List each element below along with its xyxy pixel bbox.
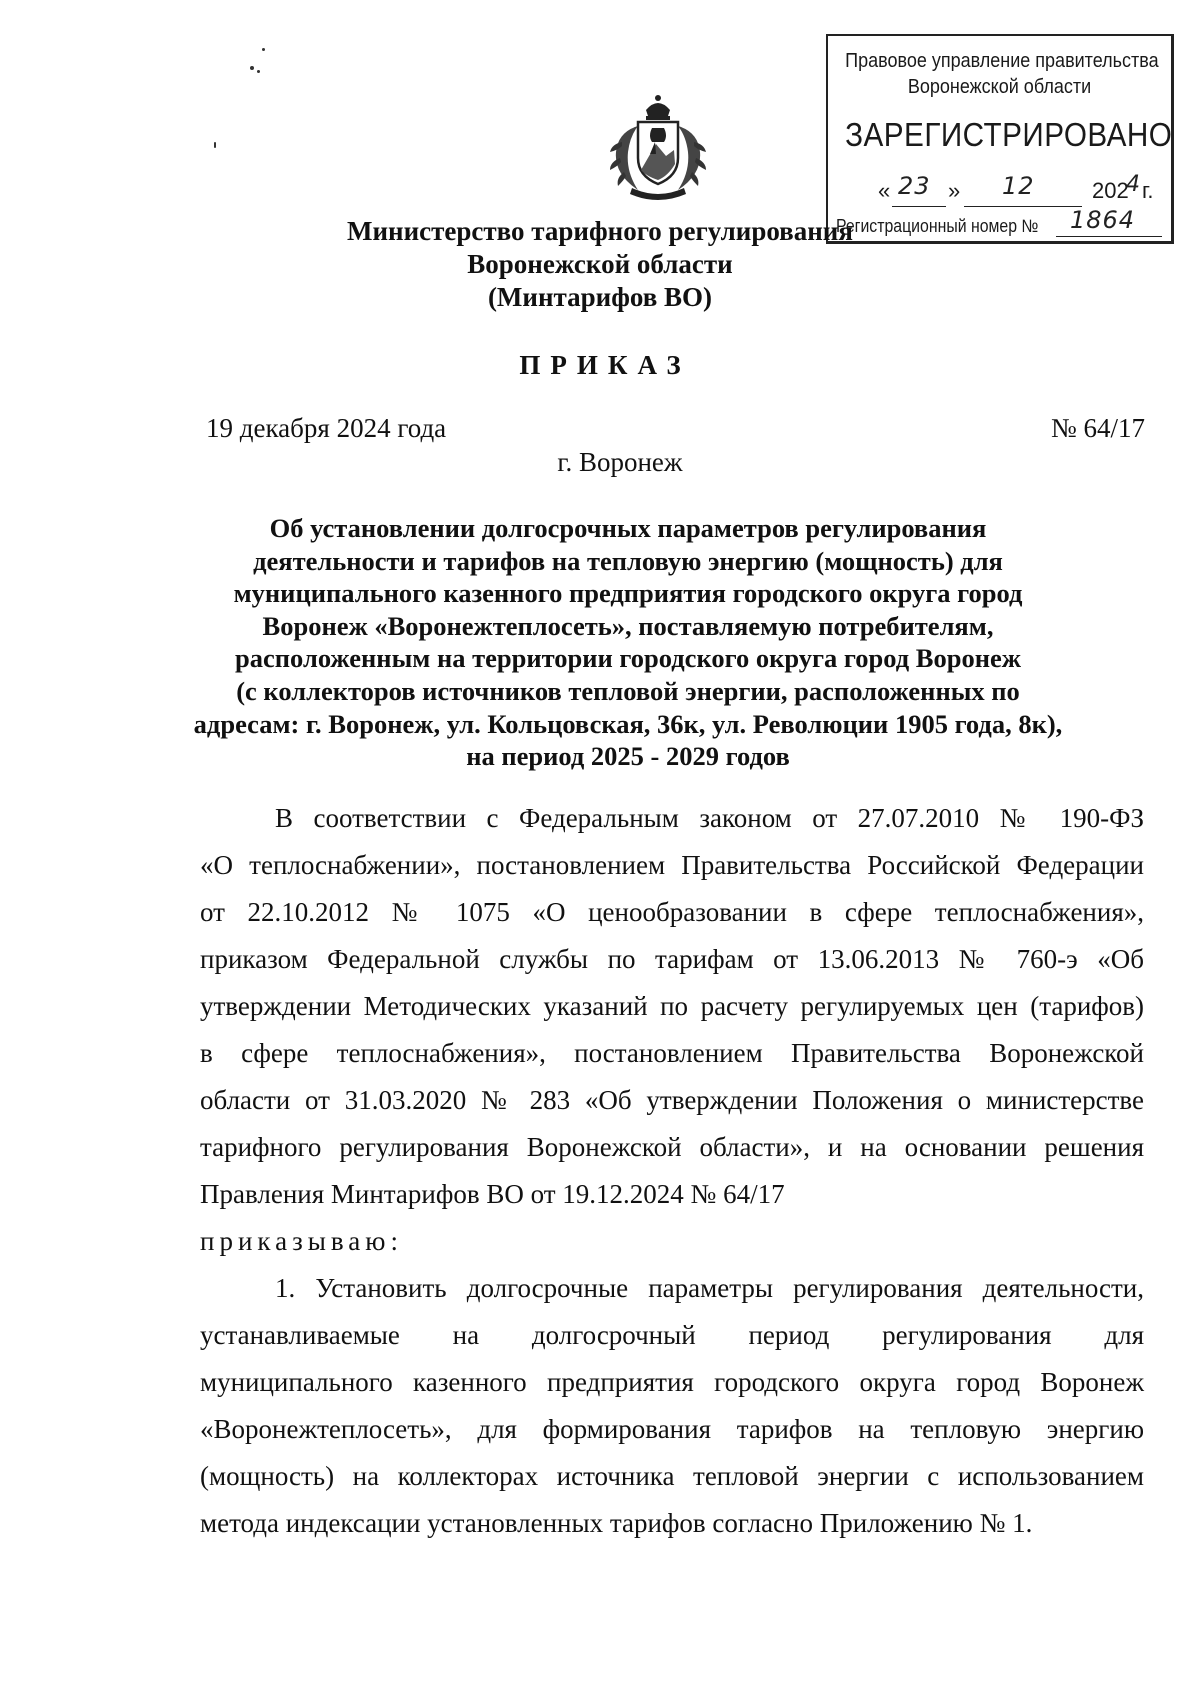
scan-speck: [257, 70, 260, 73]
stamp-year-prefix: 202: [1092, 178, 1129, 203]
subject-line: муниципального казенного предприятия городского округа город: [233, 578, 1023, 609]
subject-line: расположенным на территории городского округа город Воронеж: [235, 643, 1021, 674]
ministry-line3: (Минтарифов ВО): [487, 282, 713, 312]
item1-line: устанавливаемые на долгосрочный период регулирования для: [200, 1320, 1144, 1350]
preamble-line: приказом Федеральной службы по тарифам от 13.06.2013 № 760-э «Об: [200, 944, 1144, 974]
order-subject: [190, 512, 1066, 773]
subject-line: Воронеж «Воронежтеплосеть», поставляемую потребителям,: [262, 610, 994, 641]
preamble-line: Правления Минтарифов ВО от 19.12.2024 № 64/17: [200, 1179, 785, 1209]
preamble-line: области от 31.03.2020 № 283 «Об утверждении Положения о министерстве: [200, 1085, 1144, 1115]
ministry-line2: Воронежской области: [467, 249, 733, 279]
subject-line: адресам: г. Воронеж, ул. Кольцовская, 36к, ул. Революции 1905 года, 8к),: [193, 708, 1063, 739]
scan-speck: [250, 66, 254, 70]
stamp-month-underline: [964, 206, 1082, 207]
stamp-date: [864, 172, 1164, 208]
preamble-paragraph: [200, 795, 1144, 1265]
stamp-year-suffix: г.: [1142, 178, 1154, 203]
item1-line: муниципального казенного предприятия городского округа город Воронеж: [200, 1367, 1144, 1397]
subject-line: на период 2025 - 2029 годов: [466, 741, 790, 772]
item1-line: (мощность) на коллекторах источника тепловой энергии с использованием: [200, 1461, 1144, 1491]
preamble-line: утверждении Методических указаний по расчету регулируемых цен (тарифов): [200, 991, 1144, 1021]
stamp-quote-open: «: [878, 178, 891, 203]
preamble-line: в сфере теплоснабжения», постановлением Правительства Воронежской: [200, 1038, 1144, 1068]
order-date: 19 декабря 2024 года: [206, 413, 447, 443]
preamble-line: «О теплоснабжении», постановлением Правительства Российской Федерации: [200, 850, 1144, 880]
item1-line: метода индексации установленных тарифов согласно Приложению № 1.: [200, 1508, 1033, 1538]
stamp-day: 23: [898, 172, 931, 200]
subject-line: деятельности и тарифов на тепловую энергию (мощность) для: [253, 545, 1003, 576]
scan-speck: [214, 142, 216, 148]
item1-line: «Воронежтеплосеть», для формирования тарифов на тепловую энергию: [200, 1414, 1144, 1444]
stamp-reg-number: 1864: [1070, 206, 1136, 234]
order-item-1: [200, 1265, 1144, 1547]
stamp-registered-label: ЗАРЕГИСТРИРОВАНО: [845, 116, 1173, 153]
stamp-reg-number-label: Регистрационный номер №: [836, 216, 1039, 236]
preamble-line: В соответствии с Федеральным законом от 27.07.2010 № 190-ФЗ: [275, 803, 1144, 833]
stamp-organization: [845, 48, 1159, 100]
stamp-org-line1: Правовое управление правительства: [845, 50, 1159, 72]
ministry-line1: Министерство тарифного регулирования: [347, 216, 853, 246]
scan-speck: [262, 48, 265, 51]
stamp-quote-close: »: [948, 178, 961, 203]
subject-line: (с коллекторов источников тепловой энергии, расположенных по: [236, 675, 1020, 706]
preamble-line: тарифного регулирования Воронежской области», и на основании решения: [200, 1132, 1144, 1162]
order-number: № 64/17: [1050, 413, 1145, 443]
ministry-name: [0, 215, 1200, 314]
order-word: приказываю:: [200, 1226, 403, 1256]
coat-of-arms-icon: [608, 92, 708, 204]
subject-line: Об установлении долгосрочных параметров регулирования: [269, 513, 987, 543]
document-type-title: ПРИКАЗ: [519, 350, 691, 380]
item1-line: 1. Установить долгосрочные параметры регулирования деятельности,: [275, 1273, 1144, 1303]
stamp-month: 12: [1002, 172, 1035, 200]
preamble-line: от 22.10.2012 № 1075 «О ценообразовании в сфере теплоснабжения»,: [200, 897, 1144, 927]
stamp-year-digit: 4: [1126, 172, 1141, 197]
stamp-org-line2: Воронежской области: [907, 76, 1092, 98]
order-city: г. Воронеж: [557, 447, 683, 477]
registration-stamp: [826, 34, 1174, 244]
stamp-day-underline: [892, 206, 946, 207]
